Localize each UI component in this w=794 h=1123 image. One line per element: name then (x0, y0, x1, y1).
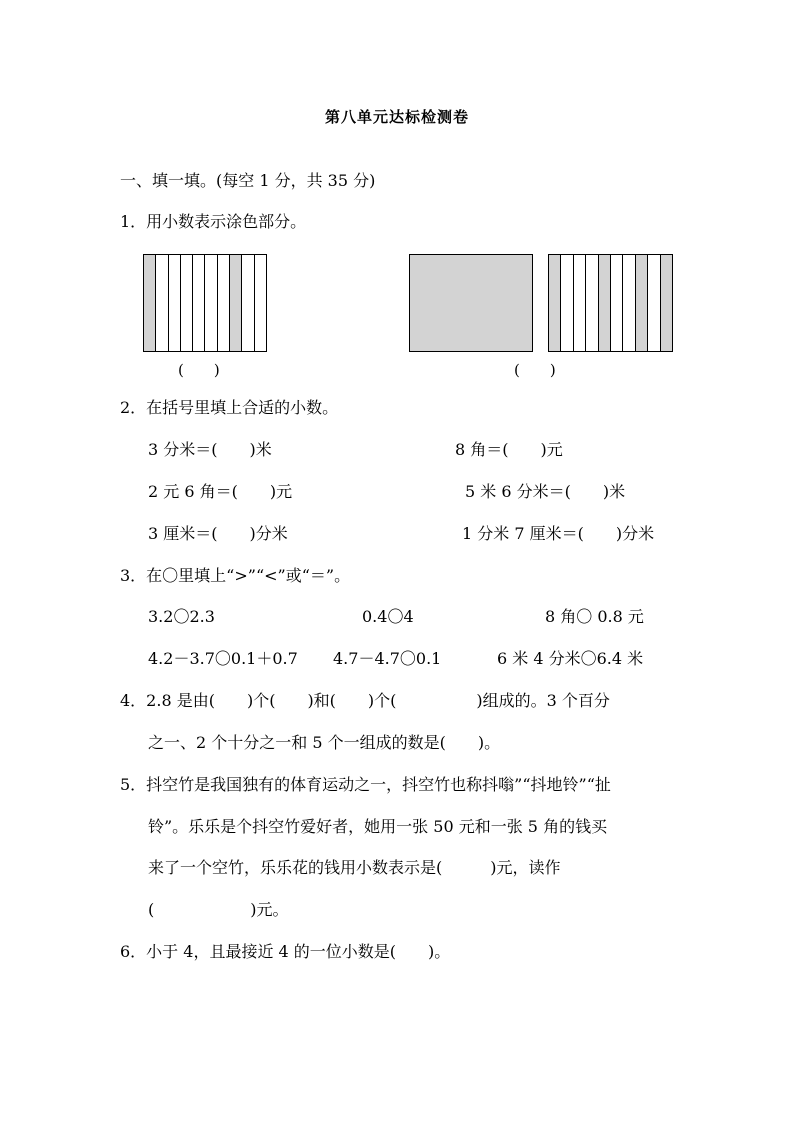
q2-prompt: 2．在括号里填上合适的小数。 (120, 398, 339, 417)
q3-prompt: 3．在〇里填上“>”“<”或“＝”。 (120, 566, 351, 585)
q3-item: 0.4〇4 (362, 607, 414, 626)
q2-item: 3 分米＝( )米 (148, 440, 272, 459)
q2-item: 5 米 6 分米＝( )米 (465, 482, 626, 501)
shaded-cell (230, 255, 242, 351)
q5-line: 铃”。乐乐是个抖空竹爱好者，她用一张 50 元和一张 5 角的钱买 (148, 817, 608, 836)
unshaded-cell (181, 255, 193, 351)
q2-item: 1 分米 7 厘米＝( )分米 (462, 524, 655, 543)
q1-prompt: 1．用小数表示涂色部分。 (120, 212, 307, 231)
q3-item: 4.7－4.7〇0.1 (333, 649, 442, 668)
unshaded-cell (611, 255, 623, 351)
shaded-cell (599, 255, 611, 351)
q2-item: 3 厘米＝( )分米 (148, 524, 288, 543)
unshaded-cell (169, 255, 181, 351)
unshaded-cell (623, 255, 635, 351)
q5-line: 5．抖空竹是我国独有的体育运动之一，抖空竹也称抖嗡”“抖地铃”“扯 (120, 775, 611, 794)
unshaded-cell (561, 255, 573, 351)
q4-line: 之一、2 个十分之一和 5 个一组成的数是( )。 (148, 733, 501, 752)
unshaded-cell (156, 255, 168, 351)
q2-item: 8 角＝( )元 (455, 440, 563, 459)
q3-item: 4.2－3.7〇0.1＋0.7 (148, 649, 298, 668)
shaded-cell (661, 255, 672, 351)
q3-item: 3.2〇2.3 (148, 607, 215, 626)
q5-line: ( )元。 (148, 900, 289, 919)
unshaded-cell (218, 255, 230, 351)
shaded-cell (144, 255, 156, 351)
shaded-cell (549, 255, 561, 351)
unshaded-cell (193, 255, 205, 351)
q4-line: 4．2.8 是由( )个( )和( )个( )组成的。3 个百分 (120, 691, 610, 710)
shaded-cell (636, 255, 648, 351)
q3-item: 8 角〇 0.8 元 (545, 607, 644, 626)
page-title: 第八单元达标检测卷 (324, 108, 469, 126)
section-heading: 一、填一填。(每空 1 分，共 35 分) (120, 171, 376, 190)
q1-answer-blank-right[interactable]: ( ) (514, 361, 556, 379)
q2-item: 2 元 6 角＝( )元 (148, 482, 293, 501)
shaded-strip-left (143, 254, 267, 352)
unshaded-cell (574, 255, 586, 351)
unshaded-cell (586, 255, 598, 351)
q1-answer-blank-left[interactable]: ( ) (178, 361, 220, 379)
shaded-square (409, 254, 533, 352)
q3-item: 6 米 4 分米〇6.4 米 (497, 649, 644, 668)
unshaded-cell (205, 255, 217, 351)
unshaded-cell (242, 255, 254, 351)
q5-line: 来了一个空竹，乐乐花的钱用小数表示是( )元，读作 (148, 858, 561, 877)
shaded-strip-right (548, 254, 673, 352)
q6-line: 6．小于 4，且最接近 4 的一位小数是( )。 (120, 942, 451, 961)
unshaded-cell (255, 255, 266, 351)
unshaded-cell (648, 255, 660, 351)
